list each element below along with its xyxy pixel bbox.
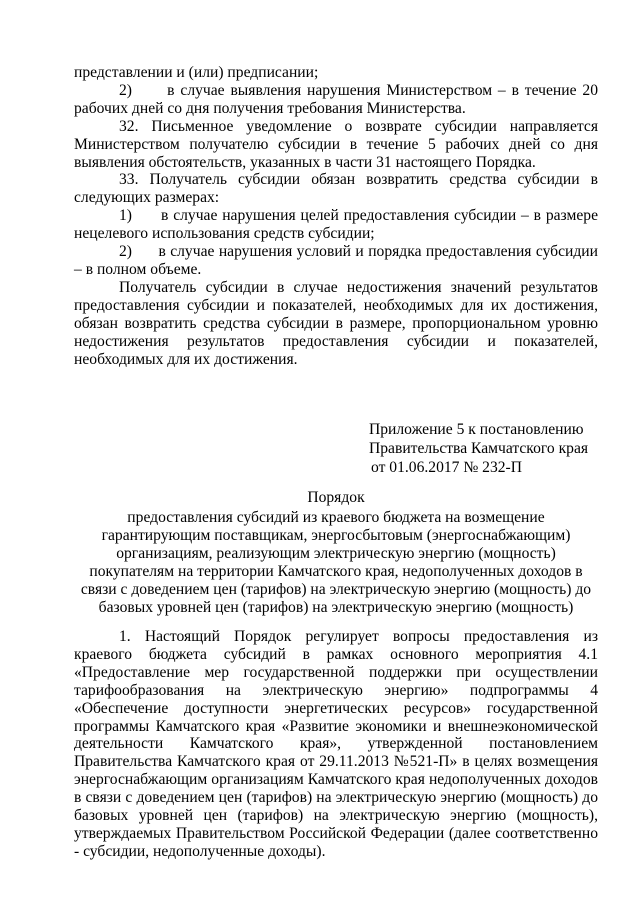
appendix-line-1: Приложение 5 к постановлению	[369, 421, 584, 438]
order-subtitle: предоставления субсидий из краевого бюджета на возмещение гарантирующим поставщикам, энергосбытовым (энергоснабжающим) организациям, реализующим электрическую энергию (мощность) покупателям на территории Камчатского края, недополученных доходов в связи с доведением цен (тарифов) на электрическую энергию (мощность) до базовых уровней цен (тарифов) на электрическую энергию (мощность)	[80, 509, 592, 616]
order-title: Порядок	[307, 489, 365, 506]
paragraph-33-item-1: 1) в случае нарушения целей предоставления субсидии – в размере нецелевого использования средств субсидии;	[74, 207, 598, 243]
appendix-line-2: Правительства Камчатского края	[369, 440, 589, 457]
paragraph-32: 32. Письменное уведомление о возврате субсидии направляется Министерством получателю субсидии в течение 5 рабочих дней со дня выявления обстоятельств, указанных в части 31 настоящего Порядка.	[74, 117, 598, 171]
top-section	[74, 64, 598, 368]
order-body	[74, 628, 598, 861]
appendix-line-3: от 01.06.2017 № 232-П	[371, 459, 522, 476]
paragraph-recipient: Получатель субсидии в случае недостижения значений результатов предоставления субсидии и показателей, необходимых для их достижения, обязан возвратить средства субсидии в размере, пропорциональном уровню недостижения результатов предоставления субсидии и показателей, необходимых для их достижения.	[74, 278, 598, 368]
order-title-block	[74, 489, 598, 617]
paragraph-33-item-2: 2) в случае нарушения условий и порядка предоставления субсидии – в полном объеме.	[74, 243, 598, 278]
paragraph-item-2: 2) в случае выявления нарушения Министерством – в течение 20 рабочих дней со дня получения требования Министерства.	[74, 81, 598, 117]
appendix-header	[369, 420, 629, 477]
order-paragraph-1: 1. Настоящий Порядок регулирует вопросы предоставления из краевого бюджета субсидий в рамках основного мероприятия 4.1 «Предоставление мер государственной поддержки при осуществлении тарифообразования на электрическую энергию» подпрограммы 4 «Обеспечение доступности энергетических ресурсов» государственной программы Камчатского края «Развитие экономики и внешнеэкономической деятельности Камчатского края», утвержденной постановлением Правительства Камчатского края от 29.11.2013 №521-П» в целях возмещения энергоснабжающим организациям Камчатского края недополученных доходов в связи с доведением цен (тарифов) на электрическую энергию (мощность) до базовых уровней цен (тарифов) на электрическую энергию (мощность), утверждаемых Правительством Российской Федерации (далее соответственно - субсидии, недополученные доходы).	[74, 628, 598, 860]
paragraph-33: 33. Получатель субсидии обязан возвратить средства субсидии в следующих размерах:	[74, 171, 598, 207]
paragraph-continuation: представлении и (или) предписании;	[74, 64, 319, 81]
